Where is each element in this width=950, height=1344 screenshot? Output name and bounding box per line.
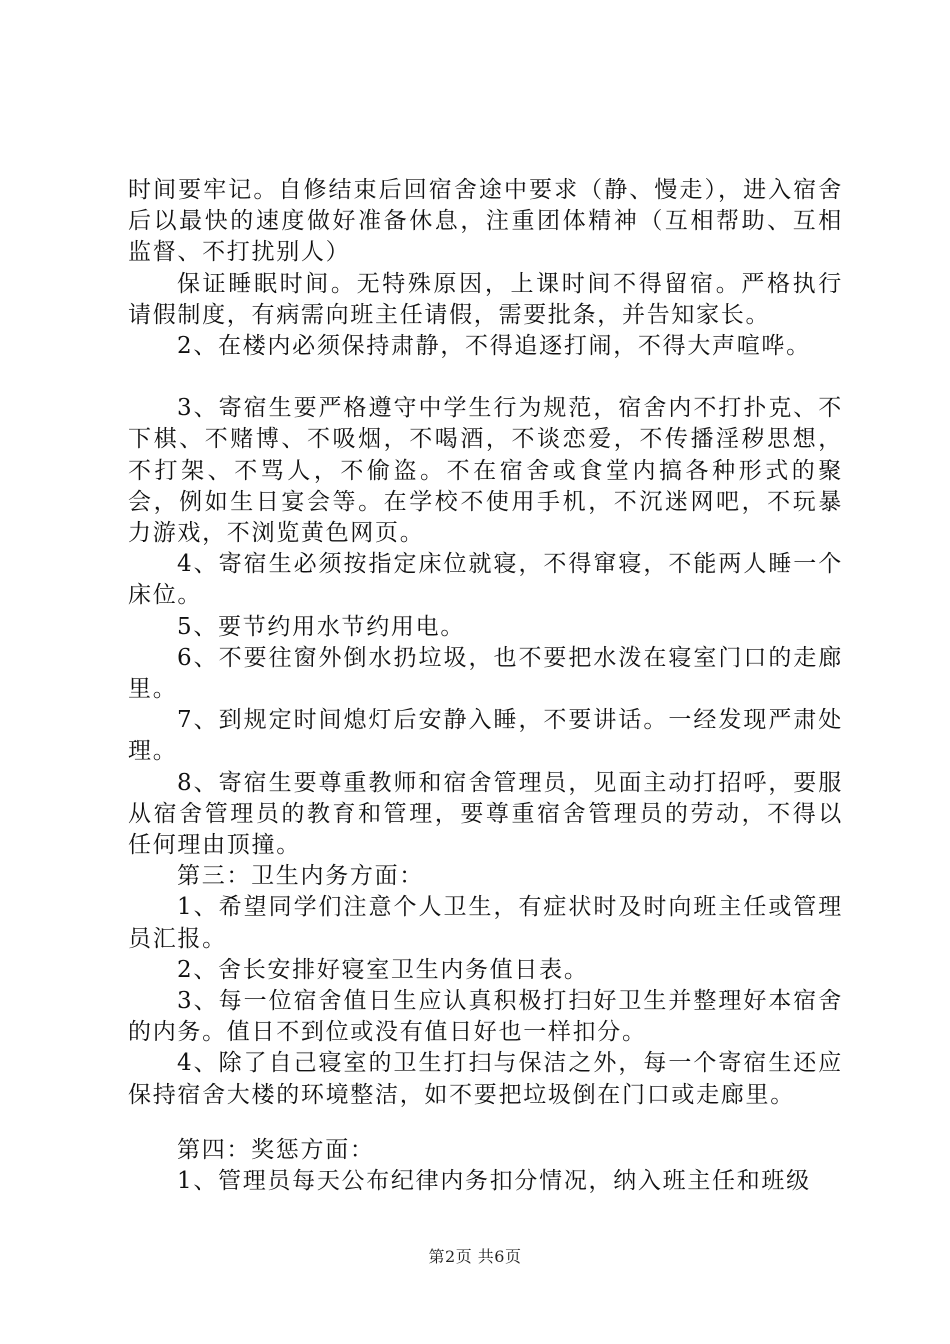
paragraph-rule-8: 8、寄宿生要尊重教师和宿舍管理员，见面主动打招呼，要服从宿舍管理员的教育和管理，要尊重宿舍管理员的劳动，不得以任何理由顶撞。: [128, 769, 843, 859]
paragraph-sleep-time: 保证睡眠时间。无特殊原因，上课时间不得留宿。严格执行请假制度，有病需向班主任请假，需要批条，并告知家长。: [128, 270, 843, 328]
paragraph-rule-2: 2、在楼内必须保持肃静，不得追逐打闹，不得大声喧哗。: [177, 333, 811, 360]
paragraph-hygiene-4: 4、除了自己寝室的卫生打扫与保洁之外，每一个寄宿生还应保持宿舍大楼的环境整洁，如不要把垃圾倒在门口或走廊里。: [128, 1050, 843, 1108]
paragraph-rewards-1: 1、管理员每天公布纪律内务扣分情况，纳入班主任和班级: [177, 1168, 811, 1195]
paragraph-rule-3: 3、寄宿生要严格遵守中学生行为规范，宿舍内不打扑克、不下棋、不赌博、不吸烟，不喝酒，不谈恋爱，不传播淫秽思想，不打架、不骂人，不偷盗。不在宿舍或食堂内搞各种形式的聚会，例如生日宴会等。在学校不使用手机，不沉迷网吧，不玩暴力游戏，不浏览黄色网页。: [128, 395, 843, 547]
paragraph-rule-5: 5、要节约用水节约用电。: [177, 613, 466, 640]
section-heading-rewards: 第四：奖惩方面：: [177, 1136, 375, 1163]
section-heading-hygiene: 第三：卫生内务方面：: [177, 863, 424, 890]
paragraph-continuation: 时间要牢记。自修结束后回宿舍途中要求（静、慢走），进入宿舍后以最快的速度做好准备休息，注重团体精神（互相帮助、互相监督、不打扰别人）: [128, 177, 843, 266]
paragraph-hygiene-3: 3、每一位宿舍值日生应认真积极打扫好卫生并整理好本宿舍的内务。值日不到位或没有值日好也一样扣分。: [128, 988, 843, 1046]
paragraph-rule-4: 4、寄宿生必须按指定床位就寝，不得窜寝，不能两人睡一个床位。: [128, 551, 843, 609]
paragraph-hygiene-1: 1、希望同学们注意个人卫生，有症状时及时向班主任或管理员汇报。: [128, 894, 843, 952]
page-number-footer: 第2页 共6页: [428, 1247, 522, 1266]
paragraph-rule-6: 6、不要往窗外倒水扔垃圾，也不要把水泼在寝室门口的走廊里。: [128, 644, 843, 703]
paragraph-rule-7: 7、到规定时间熄灯后安静入睡，不要讲话。一经发现严肃处理。: [128, 707, 843, 765]
document-body: [128, 175, 843, 1197]
paragraph-hygiene-2: 2、舍长安排好寝室卫生内务值日表。: [177, 956, 589, 983]
